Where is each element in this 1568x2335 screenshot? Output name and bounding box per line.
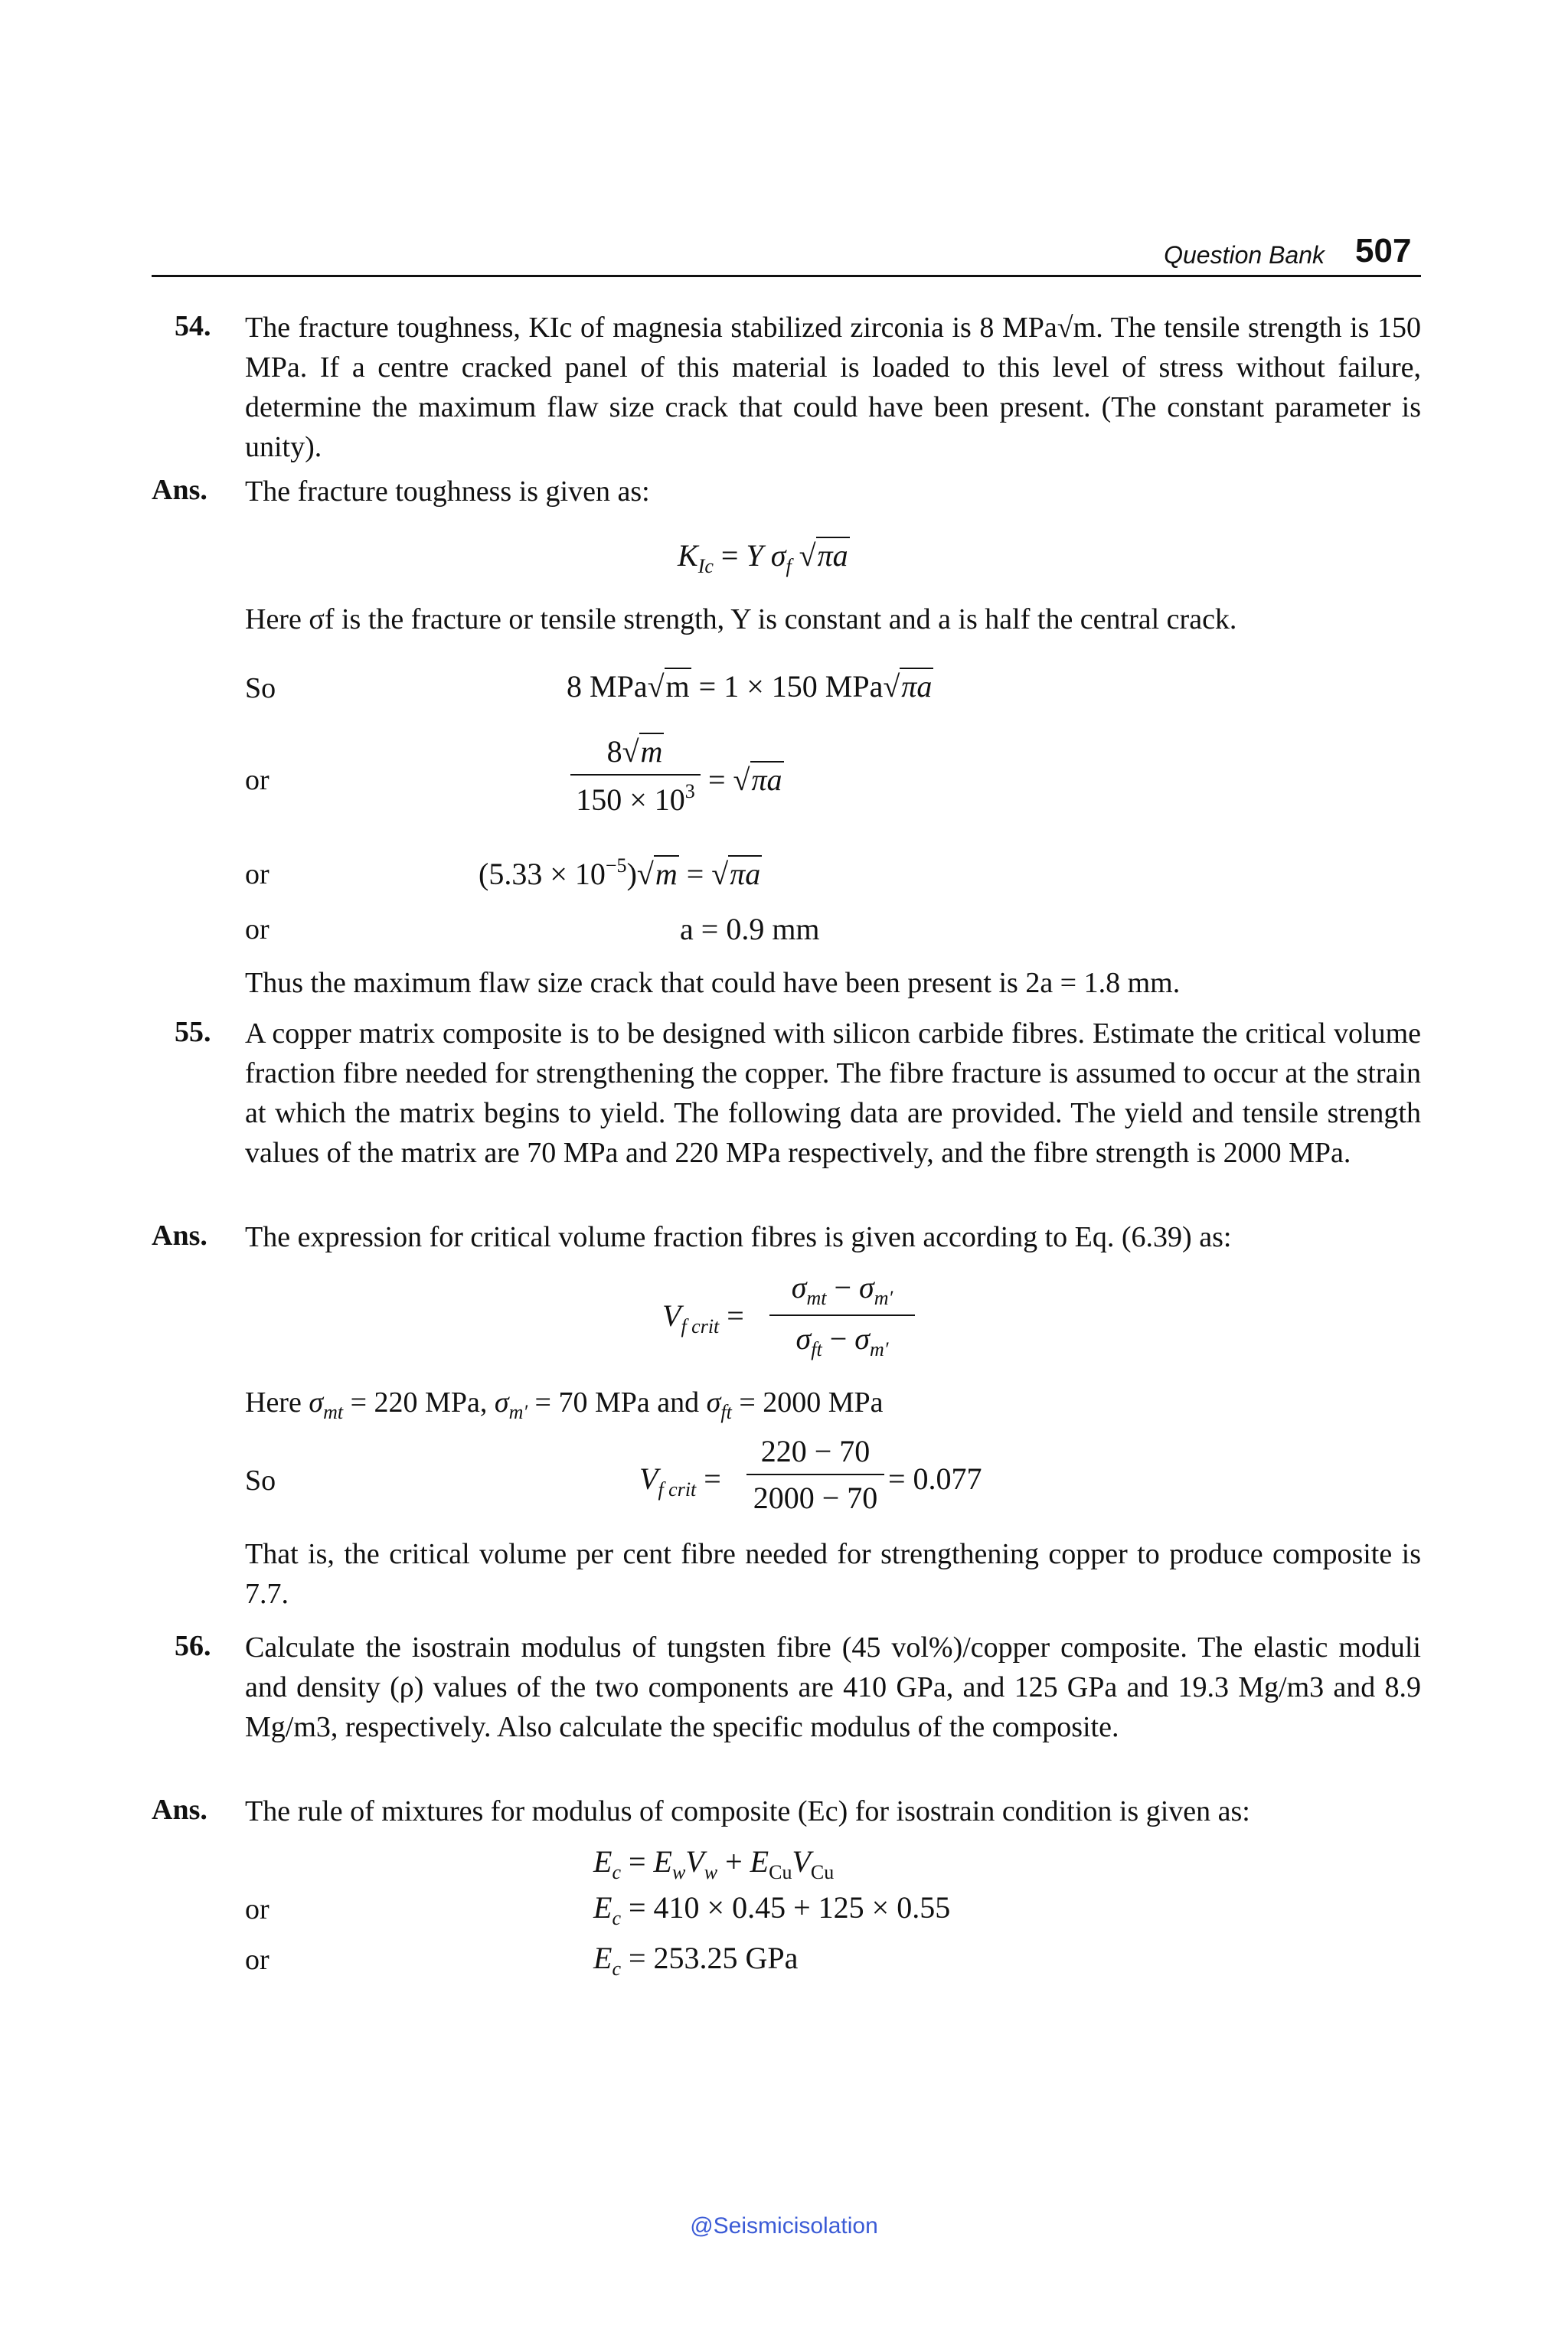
page-number: 507	[1355, 232, 1412, 269]
equation-54-step2-rhs: = √πa	[708, 763, 782, 797]
header-rule	[152, 275, 1421, 277]
question-56-text: Calculate the isostrain modulus of tungsten fibre (45 vol%)/copper composite. The elastic moduli and density (ρ) values of the two components are 410 GPa, and 125 GPa and 19.3 Mg/m3 and 8.9 Mg/m3, respectively. Also calculate the specific modulus of the composite.	[245, 1631, 1421, 1743]
answer-55-here-values: Here $\sigma_{mt} = 220$ MPa, $\sigma_{m'} = 70$ MPa and $\sigma_{ft} = 2000$ MPa	[245, 1386, 884, 1423]
equation-56-result: $E_c = 253.25$ GPa	[593, 1941, 799, 1980]
equation-55-result: = 0.077	[888, 1461, 982, 1496]
fraction-numerator: 220 − 70	[760, 1434, 871, 1468]
answer-label-55: Ans.	[152, 1220, 207, 1252]
answer-54-here-line: Here σf is the fracture or tensile strength, Y is constant and a is half the central crack.	[245, 603, 1237, 635]
answer-56-intro: The rule of mixtures for modulus of composite (Ec) for isostrain condition is given as:	[245, 1795, 1250, 1827]
equation-54-result: a = 0.9 mm	[680, 912, 820, 946]
equation-54-step3: $(5.33 \times 10^{-5})√m = √\pi a$	[479, 854, 761, 891]
equation-fracture-toughness: $K_{Ic} = Y$ $\sigma_f$ √πa	[678, 538, 848, 577]
equation-56-result-rhs: = 253.25 GPa	[628, 1941, 799, 1975]
label-or: or	[245, 1944, 270, 1976]
label-or: or	[245, 1893, 270, 1925]
answer-55-intro: The expression for critical volume fraction fibres is given according to Eq. (6.39) as:	[245, 1221, 1232, 1253]
question-number-56: 56.	[175, 1630, 211, 1662]
equation-56-rule-of-mixtures: $E_c = E_wV_w + E_{Cu}V_{Cu}$	[593, 1844, 835, 1883]
equation-56-step2: $E_c = 410 \times 0.45 + 125 \times 0.55$	[593, 1890, 951, 1929]
label-or: or	[245, 764, 270, 796]
answer-label-56: Ans.	[152, 1794, 207, 1826]
label-or: or	[245, 913, 270, 945]
question-number-55: 55.	[175, 1016, 211, 1048]
answer-55-conclusion: That is, the critical volume per cent fibre needed for strengthening copper to produce composite is 7.7.	[245, 1538, 1421, 1610]
label-so: So	[245, 672, 276, 704]
running-header-section: Question Bank	[1164, 241, 1325, 269]
equation-54-step1: 8 MPa√m = 1 × 150 MPa√πa	[567, 669, 933, 704]
answer-54-intro: The fracture toughness is given as:	[245, 475, 650, 508]
equation-vf-crit-fraction: $\sigma_{mt} - \sigma_{m'}$ $\sigma_{ft} - \sigma_{m'}$	[769, 1269, 915, 1361]
equation-vf-crit-lhs: $V_{f crit}$ =	[662, 1298, 744, 1337]
question-54-text: The fracture toughness, KIc of magnesia stabilized zirconia is 8 MPa√m. The tensile strength is 150 MPa. If a centre cracked panel of this material is loaded to this level of stress without failure, determine the maximum flaw size crack that could have been present. (The constant parameter is unity).	[245, 312, 1421, 463]
label-so: So	[245, 1465, 276, 1497]
answer-54-conclusion: Thus the maximum flaw size crack that could have been present is 2a = 1.8 mm.	[245, 967, 1181, 999]
equation-54-step2-fraction: 8√m $150 \times 10^3$	[570, 733, 701, 818]
question-number-54: 54.	[175, 310, 211, 342]
answer-label-54: Ans.	[152, 474, 207, 506]
label-or: or	[245, 858, 270, 890]
watermark-text: @Seismicisolation	[690, 2213, 878, 2239]
equation-56-step2-rhs: = 410 × 0.45 + 125 × 0.55	[628, 1890, 951, 1925]
question-55-text: A copper matrix composite is to be designed with silicon carbide fibres. Estimate the critical volume fraction fibre needed for strengthening the copper. The fibre fracture is assumed to occur at the strain at which the matrix begins to yield. The following data are provided. The yield and tensile strength values of the matrix are 70 MPa and 220 MPa respectively, and the fibre strength is 2000 MPa.	[245, 1017, 1421, 1169]
equation-55-fraction	[746, 1433, 884, 1516]
fraction-denominator: 2000 − 70	[753, 1481, 878, 1515]
equation-55-lhs: $V_{f crit}$ =	[639, 1461, 721, 1501]
